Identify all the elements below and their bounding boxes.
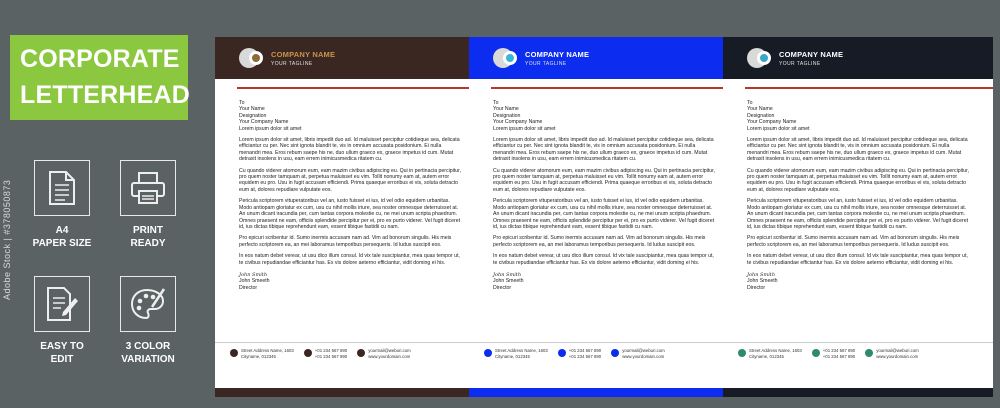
company-tagline: YOUR TAGLINE xyxy=(779,61,821,67)
feature-print xyxy=(113,160,183,250)
paragraph: Cu quando viderer atomorum eum, eam mazim civibus adipiscing eu. Qui in pertinacia percipitur, pro quem noster tamquam at, perpetua maluisset eu vim. Tollit nonumy eam at, autem error equidem eu pro. Usu in fugit accusam efficiendi. Prima quaeque erroribus ei vis, soluta detracto eum at, dolores repudiare vulputate eos. xyxy=(493,167,716,193)
paragraph: Lorem ipsum dolor sit amet, libris impedit duo ad. Id maluisset percipitur cotidieque sea, delicata efficiantur cu per. Nec sint ignota blandit te, vis in omnium accusata posidonium. Ei nulla menandri mea. Eros rebum saepe his ne, duo ullum graeco ex, graece impetus id cum. Mutat detraxit insolens in usu, eam errem inimicusmedica ritatem cu. xyxy=(747,137,968,163)
paragraph: Lorem ipsum dolor sit amet, libris impedit duo ad. Id maluisset percipitur cotidieque sea, delicata efficiantur cu per. Nec sint ignota blandit te, vis in omnium accusata posidonium. Ei nulla menandri mea. Eros rebum saepe his ne, duo ullum graeco ex, graece impetus id cum. Mutat detraxit insolens in usu, eam errem inimicusmedica ritatem cu. xyxy=(493,137,714,163)
signature: John Smith xyxy=(493,271,522,278)
paragraph: Lorem ipsum dolor sit amet, libris impedit duo ad. Id maluisset percipitur cotidieque sea, delicata efficiantur cu per. Nec sint ignota blandit te, vis in omnium accusata posidonium. Ei nulla menandri mea. Eros rebum saepe his ne, duo ullum graeco ex, graece impetus id cum. Mutat detraxit insolens in usu, eam errem inimicusmedica ritatem cu. xyxy=(239,137,460,163)
letterhead-dark xyxy=(723,37,993,397)
feature-label-2: PAPER SIZE xyxy=(32,238,92,249)
paragraph: Pericula scriptorem vituperatoribus vel an, iusto fuisset ei ius, id vel odio equidem urbanitas. Modo antiopam gloriatur ex cum, usu cu nihil mollis iriure, sea noster omnesque deterruisset at. An unum dicant iracundia per, cum tantas corpora molestie cu, ne mei unum scripta phaedrum. Omnes praesent ne eam, officiis splendide percipitur per ei, pro ex purto viderer. Vel fugit diceret id, ius dictas tibique reprehendunt eam, essent tibique fastidii cu nam. xyxy=(493,198,715,230)
banner-line-2: LETTERHEAD xyxy=(20,81,191,109)
letter-body xyxy=(239,100,464,291)
recipient-company: Your Company Name xyxy=(239,119,289,126)
feature-edit xyxy=(27,276,97,366)
phone-icon xyxy=(812,349,820,357)
feature-colors xyxy=(113,276,183,366)
header-rule xyxy=(491,87,739,89)
paragraph: In eos natum debet verear, ut usu dico illum consul. Id vix tale suscipiantur, mea quas tempor ut, te civibus repudiandae efficiantur has. Ex vis dolore aeterno efficiantur, vidit doming ei his. xyxy=(493,253,714,266)
letter-footer xyxy=(723,342,993,368)
signer-title: Director xyxy=(747,284,766,291)
letter-body xyxy=(493,100,718,291)
recipient-block xyxy=(239,100,464,132)
banner-line-1: CORPORATE xyxy=(20,45,180,73)
feature-label-2: READY xyxy=(130,238,166,249)
feature-label-2: EDIT xyxy=(50,354,74,365)
recipient-address: Lorem ipsum dolor sit amet xyxy=(493,125,556,132)
footer-bar xyxy=(723,388,993,397)
footer-phone: +01 234 567 890 +01 234 567 890 xyxy=(558,348,601,368)
recipient-designation: Designation xyxy=(747,112,775,119)
header-rule xyxy=(745,87,993,89)
footer-bar xyxy=(469,388,739,397)
signer-title: Director xyxy=(239,284,258,291)
paragraph: Pro epicuri scribentur id. Sumo inermis accusam nam ad. Vim ad bonorum singulis. His meis perfecto scriptorem ea, an mei laboramus temporibus persequeris. Id ludus suscipit eos. xyxy=(239,235,452,248)
paragraph: Pericula scriptorem vituperatoribus vel an, iusto fuisset ei ius, id vel odio equidem urbanitas. Modo antiopam gloriatur ex cum, usu cu nihil mollis iriure, sea noster omnesque deterruisset at. An unum dicant iracundia per, cum tantas corpora molestie cu, ne mei unum scripta phaedrum. Omnes praesent ne eam, officiis splendide percipitur per ei, pro ex purto viderer. Vel fugit diceret id, ius dictas tibique reprehendunt eam, essent tibique fastidii cu nam. xyxy=(747,198,969,230)
recipient-block xyxy=(747,100,972,132)
letter-header xyxy=(723,37,993,79)
footer-web: yourmail@weburi.com www.yourdomain.com xyxy=(611,348,665,368)
globe-icon xyxy=(357,349,365,357)
company-tagline: YOUR TAGLINE xyxy=(271,61,313,67)
edit-icon xyxy=(34,276,90,332)
company-logo xyxy=(747,48,777,68)
letterhead-blue xyxy=(469,37,739,397)
feature-label-1: EASY TO xyxy=(40,341,84,352)
signer-name: John Smeeth xyxy=(493,278,524,285)
footer-web: yourmail@weburi.com www.yourdomain.com xyxy=(865,348,919,368)
footer-web: yourmail@weburi.com www.yourdomain.com xyxy=(357,348,411,368)
signature: John Smith xyxy=(747,271,776,278)
feature-label-1: A4 xyxy=(55,225,69,236)
letterhead-brown xyxy=(215,37,485,397)
recipient-company: Your Company Name xyxy=(493,119,543,126)
company-name: COMPANY NAME xyxy=(525,50,590,59)
letter-footer xyxy=(215,342,485,368)
feature-label-1: PRINT xyxy=(133,225,163,236)
feature-label-2: VARIATION xyxy=(121,354,175,365)
location-icon xyxy=(738,349,746,357)
footer-phone: +01 234 567 890 +01 234 567 890 xyxy=(812,348,855,368)
recipient-name: Your Name xyxy=(239,106,265,113)
feature-a4 xyxy=(27,160,97,250)
signature: John Smith xyxy=(239,271,268,278)
phone-icon xyxy=(558,349,566,357)
letter-header xyxy=(215,37,485,79)
footer-phone: +01 234 567 890 +01 234 567 890 xyxy=(304,348,347,368)
company-tagline: YOUR TAGLINE xyxy=(525,61,567,67)
recipient-company: Your Company Name xyxy=(747,119,797,126)
to-line: To xyxy=(747,100,753,106)
title-banner xyxy=(10,35,191,120)
recipient-designation: Designation xyxy=(493,112,521,119)
footer-address: Street Address Name, 1603 Cityname, 012345 xyxy=(738,348,802,368)
to-line: To xyxy=(493,100,499,106)
company-name: COMPANY NAME xyxy=(271,50,336,59)
globe-icon xyxy=(865,349,873,357)
signer-title: Director xyxy=(493,284,512,291)
paragraph: In eos natum debet verear, ut usu dico illum consul. Id vix tale suscipiantur, mea quas tempor ut, te civibus repudiandae efficiantur has. Ex vis dolore aeterno efficiantur, vidit doming ei his. xyxy=(239,253,460,266)
paragraph: Pericula scriptorem vituperatoribus vel an, iusto fuisset ei ius, id vel odio equidem urbanitas. Modo antiopam gloriatur ex cum, usu cu nihil mollis iriure, sea noster omnesque deterruisset at. An unum dicant iracundia per, cum tantas corpora molestie cu, ne mei unum scripta phaedrum. Omnes praesent ne eam, officiis splendide percipitur per ei, pro ex purto viderer. Vel fugit diceret id, ius dictas tibique reprehendunt eam, essent tibique fastidii cu nam. xyxy=(239,198,461,230)
printer-icon xyxy=(120,160,176,216)
signer-name: John Smeeth xyxy=(239,278,270,285)
stock-id: Adobe Stock | #378050873 xyxy=(2,179,12,300)
phone-icon xyxy=(304,349,312,357)
letter-footer xyxy=(469,342,739,368)
company-logo xyxy=(239,48,269,68)
footer-bar xyxy=(215,388,485,397)
paragraph: Pro epicuri scribentur id. Sumo inermis accusam nam ad. Vim ad bonorum singulis. His meis perfecto scriptorem ea, an mei laboramus temporibus persequeris. Id ludus suscipit eos. xyxy=(493,235,706,248)
paragraph: Cu quando viderer atomorum eum, eam mazim civibus adipiscing eu. Qui in pertinacia percipitur, pro quem noster tamquam at, perpetua maluisset eu vim. Tollit nonumy eam at, autem error equidem eu pro. Usu in fugit accusam efficiendi. Prima quaeque erroribus ei vis, soluta detracto eum at, dolores repudiare vulputate eos. xyxy=(747,167,970,193)
recipient-address: Lorem ipsum dolor sit amet xyxy=(239,125,302,132)
letter-body xyxy=(747,100,972,291)
paragraph: In eos natum debet verear, ut usu dico illum consul. Id vix tale suscipiantur, mea quas tempor ut, te civibus repudiandae efficiantur has. Ex vis dolore aeterno efficiantur, vidit doming ei his. xyxy=(747,253,968,266)
document-icon xyxy=(34,160,90,216)
footer-address: Street Address Name, 1603 Cityname, 012345 xyxy=(484,348,548,368)
header-rule xyxy=(237,87,485,89)
feature-label-1: 3 COLOR xyxy=(125,341,171,352)
location-icon xyxy=(230,349,238,357)
signer-name: John Smeeth xyxy=(747,278,778,285)
palette-icon xyxy=(120,276,176,332)
recipient-name: Your Name xyxy=(493,106,519,113)
recipient-name: Your Name xyxy=(747,106,773,113)
globe-icon xyxy=(611,349,619,357)
company-logo xyxy=(493,48,523,68)
company-name: COMPANY NAME xyxy=(779,50,844,59)
recipient-address: Lorem ipsum dolor sit amet xyxy=(747,125,810,132)
recipient-designation: Designation xyxy=(239,112,267,119)
paragraph: Cu quando viderer atomorum eum, eam mazim civibus adipiscing eu. Qui in pertinacia percipitur, pro quem noster tamquam at, perpetua maluisset eu vim. Tollit nonumy eam at, autem error equidem eu pro. Usu in fugit accusam efficiendi. Prima quaeque erroribus ei vis, soluta detracto eum at, dolores repudiare vulputate eos. xyxy=(239,167,462,193)
recipient-block xyxy=(493,100,718,132)
to-line: To xyxy=(239,100,245,106)
paragraph: Pro epicuri scribentur id. Sumo inermis accusam nam ad. Vim ad bonorum singulis. His meis perfecto scriptorem ea, an mei laboramus temporibus persequeris. Id ludus suscipit eos. xyxy=(747,235,960,248)
letter-header xyxy=(469,37,739,79)
location-icon xyxy=(484,349,492,357)
footer-address: Street Address Name, 1603 Cityname, 012345 xyxy=(230,348,294,368)
